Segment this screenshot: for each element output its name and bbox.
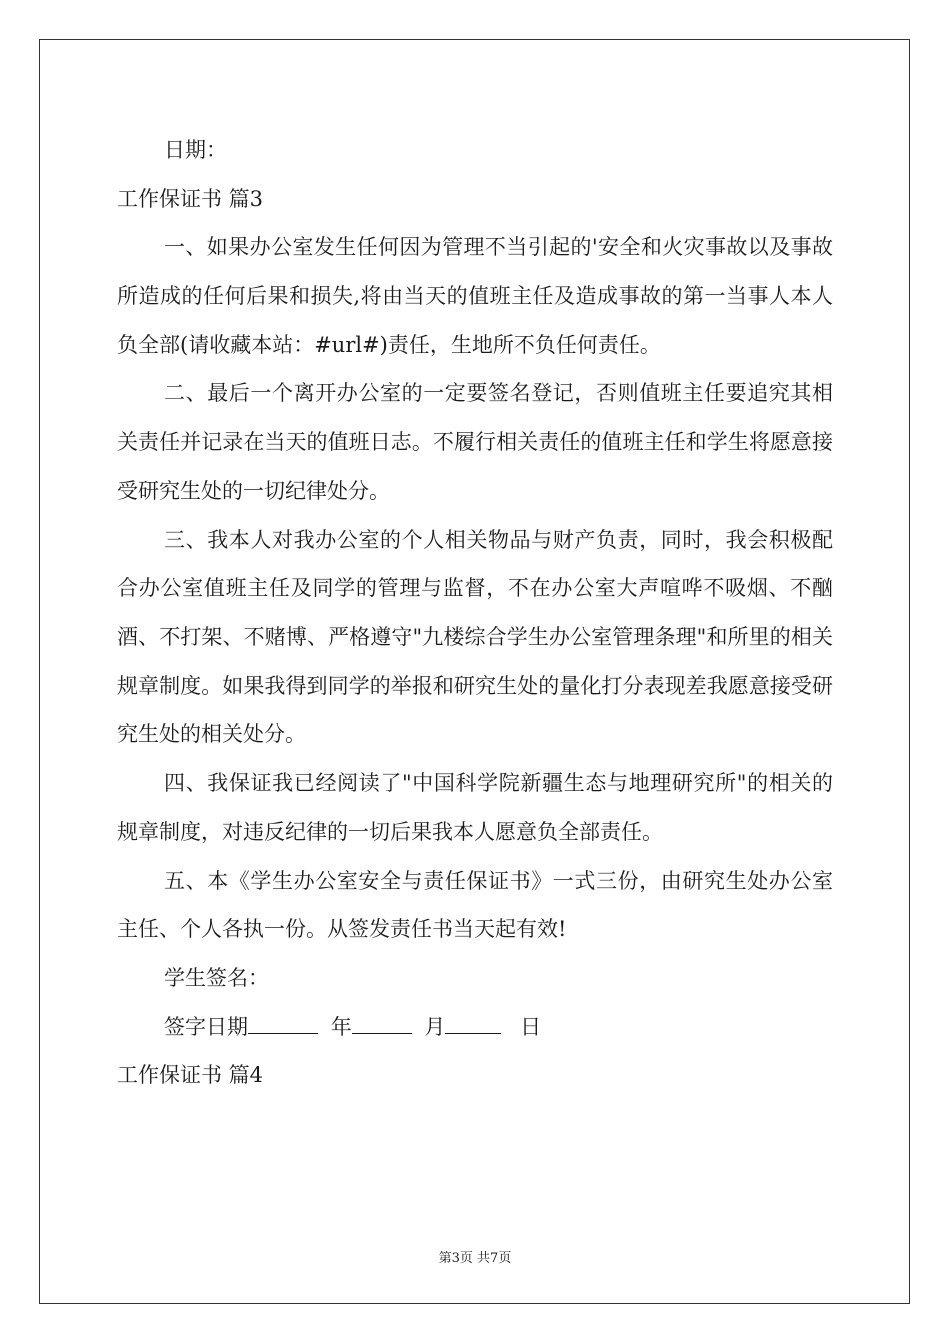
sign-date-label: 签字日期 <box>164 1014 248 1039</box>
section-title-3: 工作保证书 篇3 <box>117 186 264 211</box>
signature-label: 学生签名： <box>164 965 269 990</box>
paragraph-1: 一、如果办公室发生任何因为管理不当引起的'安全和火灾事故以及事故所造成的任何后果和损失,将由当天的值班主任及造成事故的第一当事人本人负全部(请收藏本站：#url#)责任，生地所不负任何责任。 <box>117 235 833 357</box>
paragraph-5: 五、本《学生办公室安全与责任保证书》一式三份，由研究生处办公室主任、个人各执一份。从签发责任书当天起有效! <box>117 868 833 942</box>
month-blank <box>352 1015 412 1034</box>
year-label: 年 <box>330 1014 352 1039</box>
document-body <box>117 126 833 1100</box>
date-label: 日期： <box>164 138 227 162</box>
page-footer: 第3页 共7页 <box>438 1251 512 1266</box>
paragraph-2: 二、最后一个离开办公室的一定要签名登记，否则值班主任要追究其相关责任并记录在当天的值班日志。不履行相关责任的值班主任和学生将愿意接受研究生处的一切纪律处分。 <box>117 381 833 503</box>
paragraph-4: 四、我保证我已经阅读了"中国科学院新疆生态与地理研究所"的相关的规章制度，对违反纪律的一切后果我本人愿意负全部责任。 <box>117 771 833 844</box>
day-label: 日 <box>520 1014 542 1039</box>
sign-date-line <box>117 1003 833 1052</box>
year-blank <box>248 1015 318 1034</box>
day-blank <box>445 1015 501 1034</box>
paragraph-3: 三、我本人对我办公室的个人相关物品与财产负责，同时，我会积极配合办公室值班主任及同学的管理与监督，不在办公室大声喧哗不吸烟、不酗酒、不打架、不赌博、严格遵守"九楼综合学生办公室管理条理"和所里的相关规章制度。如果我得到同学的举报和研究生处的量化打分表现差我愿意接受研究生处的相关处分。 <box>117 527 833 747</box>
month-label: 月 <box>424 1014 446 1039</box>
section-title-4: 工作保证书 篇4 <box>117 1063 264 1088</box>
